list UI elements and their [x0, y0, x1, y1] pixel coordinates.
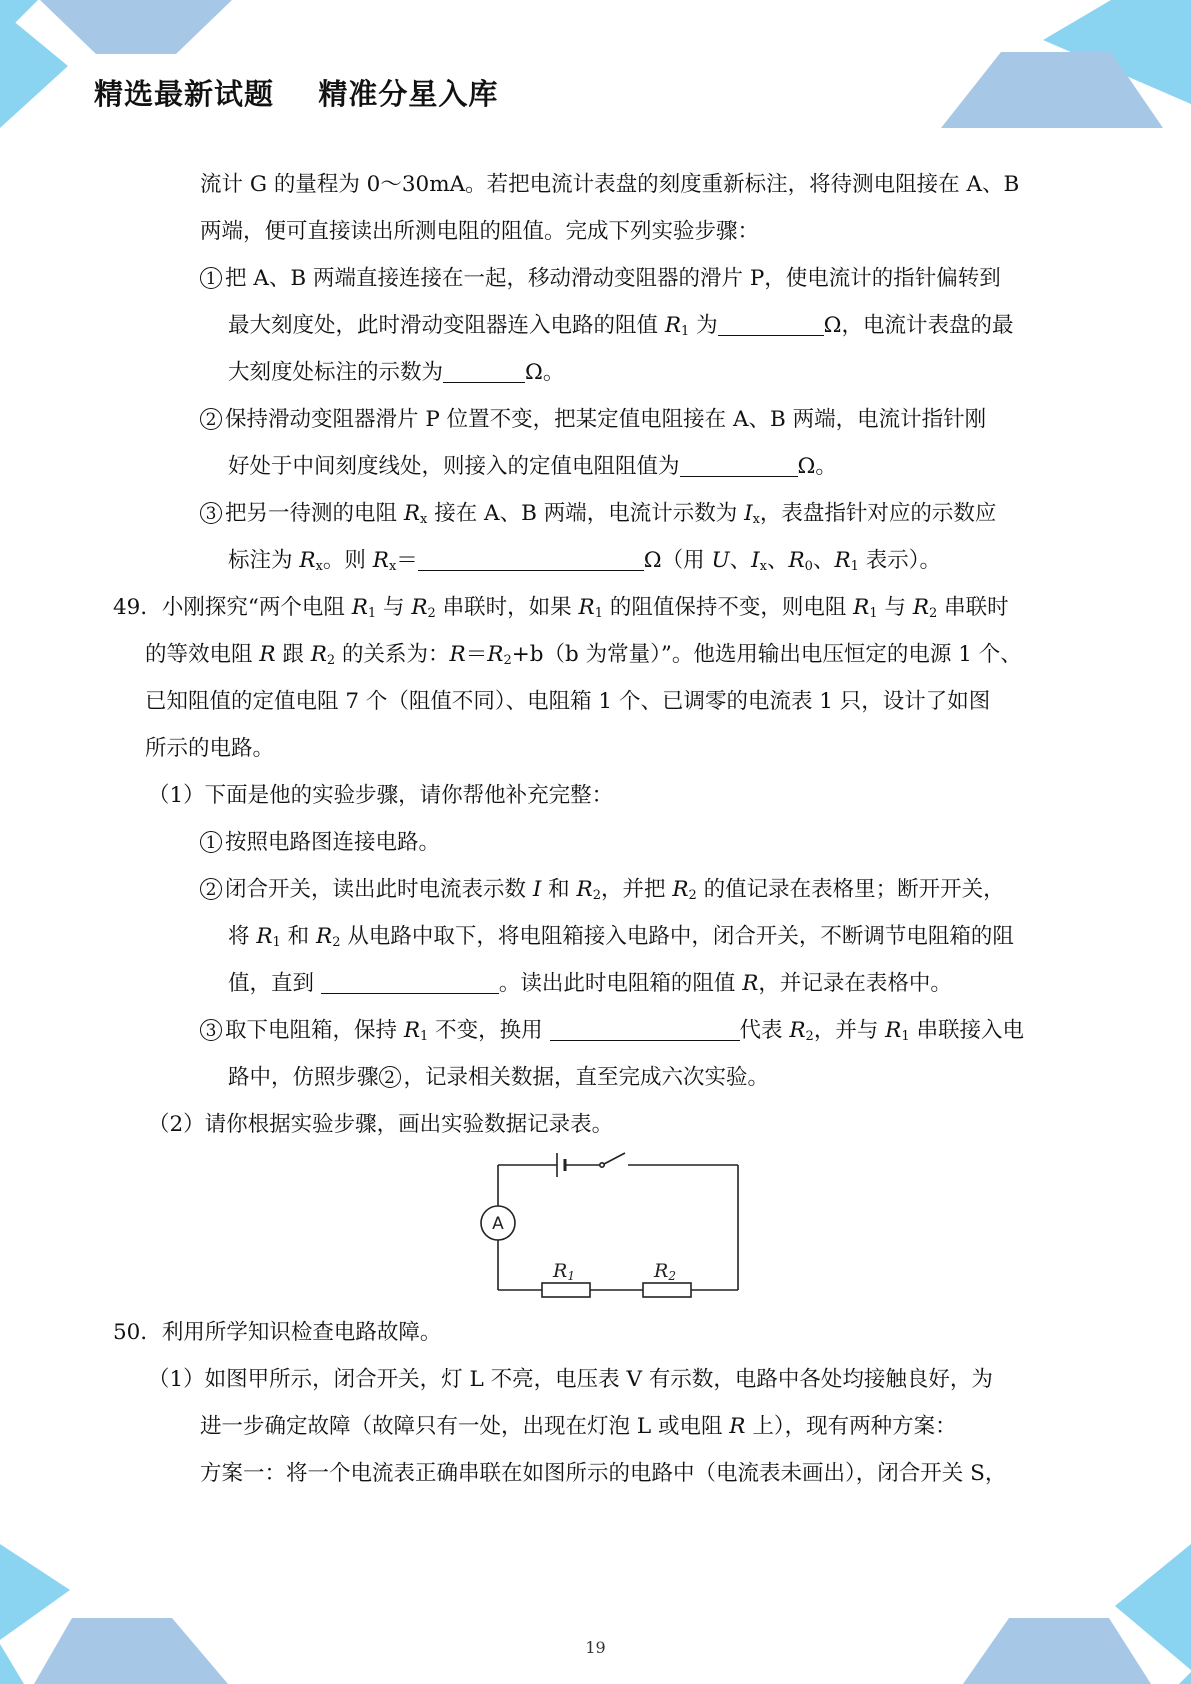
switch-contact	[600, 1163, 604, 1167]
answer-blank-max-scale[interactable]	[443, 360, 525, 383]
p48-intro-line-1: 流计 G 的量程为 0～30mA。若把电流计表盘的刻度重新标注，将待测电阻接在 A、B	[200, 172, 1020, 197]
switch-blade	[604, 1153, 625, 1164]
p48-step-1-line-3: 大刻度处标注的示数为 Ω。	[228, 360, 565, 385]
step-number-3: 3	[200, 1019, 222, 1041]
p48-step-3-line-2: 标注为 $R_x$。则 $R_x= \Omega$（用 U、$I_x$、$R_0$、$R_1$ 表示）。	[228, 548, 942, 574]
svg-text:R2	[653, 1260, 676, 1283]
resistor-r2	[643, 1283, 691, 1297]
p50-q1-line-1: （1）如图甲所示，闭合开关，灯 L 不亮，电压表 V 有示数，电路中各处均接触良好，为	[148, 1367, 993, 1392]
answer-blank-rx-expression[interactable]	[418, 548, 644, 571]
r1-label: R	[553, 1260, 568, 1282]
step-number-1: 1	[200, 267, 222, 289]
p48-step-2-line-1: 2 保持滑动变阻器滑片 P 位置不变，把某定值电阻接在 A、B 两端，电流计指针刚	[200, 405, 986, 435]
p48-step-1-line-1: 1 把 A、B 两端直接连接在一起，移动滑动变阻器的滑片 P，使电流计的指针偏转到	[200, 264, 1001, 294]
answer-blank-r1[interactable]	[718, 313, 824, 336]
p49-step-2-line-1: 2 闭合开关，读出此时电流表示数 I 和 $R_2$，并把 $R_2$ 的值记录在表格里；断开开关，	[200, 875, 1005, 905]
question-number: 50．	[113, 1320, 162, 1345]
p49-line-1: 49．小刚探究“两个电阻 $R_1$ 与 $R_2$ 串联时，如果 $R_1$ 的阻值保持不变，则电阻 $R_1$ 与 $R_2$ 串联时	[113, 595, 1009, 621]
step-number-2: 2	[200, 878, 222, 900]
answer-blank-adjust-until[interactable]	[321, 971, 499, 994]
r1-subscript: 1	[567, 1269, 575, 1283]
p49-question-1: （1）下面是他的实验步骤，请你帮他补充完整：	[148, 783, 614, 808]
p49-step-1: 1 按照电路图连接电路。	[200, 828, 440, 858]
answer-blank-replace-with[interactable]	[550, 1018, 740, 1041]
resistor-r1	[542, 1283, 590, 1297]
p49-step-2-line-3: 值，直到 。读出此时电阻箱的阻值 R，并记录在表格中。	[228, 971, 952, 996]
p48-step-2-line-2: 好处于中间刻度线处，则接入的定值电阻阻值为 Ω。	[228, 454, 837, 479]
circuit-diagram	[470, 1150, 750, 1300]
svg-text:R1	[552, 1260, 575, 1283]
p48-intro-line-2: 两端，便可直接读出所测电阻的阻值。完成下列实验步骤：	[200, 219, 760, 244]
p49-question-2: （2）请你根据实验步骤，画出实验数据记录表。	[148, 1112, 614, 1137]
question-number: 49．	[113, 595, 162, 620]
p49-line-2: 的等效电阻 R 跟 $R_2$ 的关系为：$R=R_2+b(b$ 为常量）”。他选用输出电压恒定的电源 1 个、	[145, 642, 1022, 668]
step-number-2: 2	[200, 408, 222, 430]
step-ref-2: 2	[379, 1066, 401, 1088]
r2-label: R	[654, 1260, 669, 1282]
p50-title: 50．利用所学知识检查电路故障。	[113, 1320, 442, 1345]
p50-q1-line-2: 进一步确定故障（故障只有一处，出现在灯泡 L 或电阻 R 上），现有两种方案：	[200, 1414, 957, 1439]
bottom-left-decoration	[0, 1544, 240, 1684]
p48-step-1-line-2: 最大刻度处，此时滑动变阻器连入电路的阻值 $R_1$ 为 Ω，电流计表盘的最	[228, 313, 1014, 339]
top-right-decoration	[931, 0, 1191, 130]
r2-subscript: 2	[668, 1269, 676, 1283]
p50-q1-line-3: 方案一：将一个电流表正确串联在如图所示的电路中（电流表未画出），闭合开关 S，	[200, 1461, 1007, 1486]
step-number-1: 1	[200, 831, 222, 853]
header-title: 精选最新试题 精准分星入库	[94, 77, 499, 111]
bottom-right-decoration	[951, 1544, 1191, 1684]
p49-line-4: 所示的电路。	[145, 736, 275, 761]
p48-step-3-line-1: 3 把另一待测的电阻 $R_x$ 接在 A、B 两端，电流计示数为 $I_x$，表盘指针对应的示数应	[200, 499, 996, 529]
ammeter-label: A	[492, 1214, 504, 1234]
p49-step-3-line-1: 3 取下电阻箱，保持 $R_1$ 不变，换用 代表 $R_2$，并与 $R_1$ 串联接入电	[200, 1016, 1024, 1046]
step-number-3: 3	[200, 502, 222, 524]
p49-step-3-line-2: 路中，仿照步骤 2 ，记录相关数据，直至完成六次实验。	[228, 1065, 770, 1090]
p49-step-2-line-2: 将 $R_1$ 和 $R_2$ 从电路中取下，将电阻箱接入电路中，闭合开关，不断调节电阻箱的阻	[228, 924, 1014, 950]
answer-blank-fixed-resistor[interactable]	[680, 454, 798, 477]
page-number: 19	[585, 1638, 606, 1657]
p49-line-3: 已知阻值的定值电阻 7 个（阻值不同）、电阻箱 1 个、已调零的电流表 1 只，设计了如图	[145, 689, 991, 714]
